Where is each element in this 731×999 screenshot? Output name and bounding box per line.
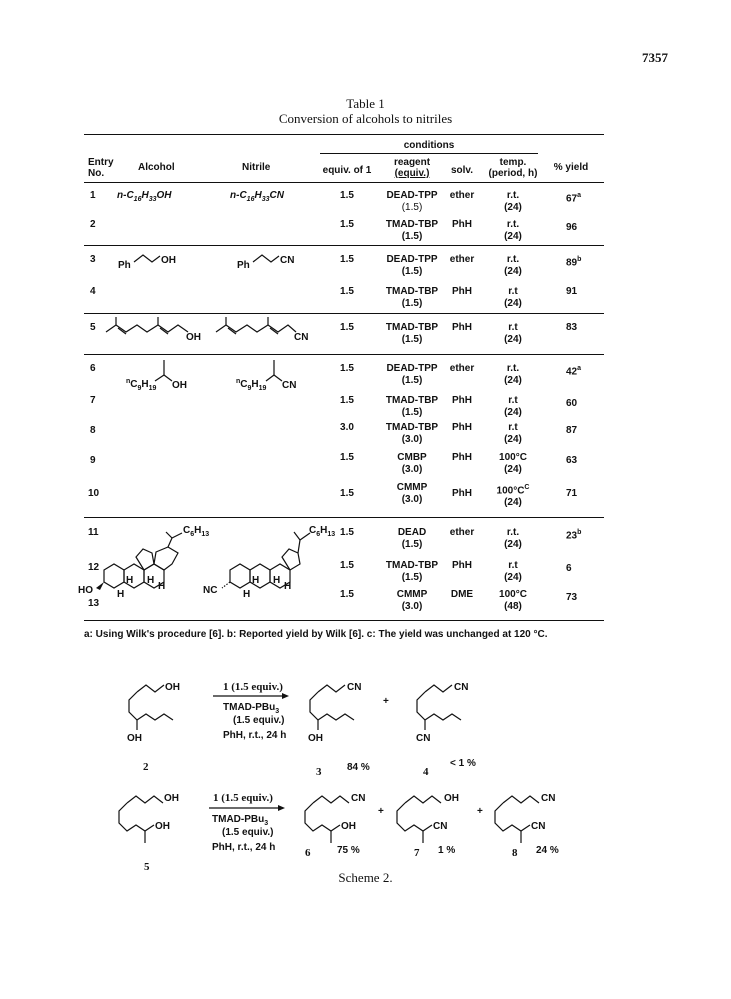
svg-text:(1.5 equiv.): (1.5 equiv.) [222,827,274,838]
svg-text:OH: OH [155,821,170,832]
svg-text:HO: HO [78,585,93,596]
svg-text:1 (1.5 equiv.): 1 (1.5 equiv.) [213,792,273,804]
svg-text:H: H [273,575,281,586]
svg-text:PhH, r.t., 24 h: PhH, r.t., 24 h [223,730,287,741]
svg-text:H: H [284,581,292,592]
svg-text:4: 4 [423,766,429,778]
svg-text:OH: OH [164,793,179,804]
svg-text:NC: NC [203,585,218,596]
svg-text:OH: OH [127,733,142,744]
svg-text:3: 3 [316,766,322,778]
svg-text:CN: CN [541,793,556,804]
svg-text:8: 8 [512,847,518,859]
svg-text:CN: CN [294,332,309,343]
svg-text:CN: CN [282,380,297,391]
svg-text:(1.5 equiv.): (1.5 equiv.) [233,715,285,726]
svg-text:H: H [117,589,125,600]
svg-text:5: 5 [144,861,150,873]
compound-2 [127,682,180,773]
svg-text:OH: OH [341,821,356,832]
svg-text:Ph: Ph [237,260,250,271]
svg-text:75 %: 75 % [337,845,360,856]
svg-text:CN: CN [351,793,366,804]
compound-6 [305,793,365,859]
compound-5 [119,793,179,873]
plus-sign: + [477,806,483,817]
svg-text:TMAD-PBu3: TMAD-PBu$_3$ [212,814,269,827]
svg-text:H: H [147,575,155,586]
header-entry: Entry No. [88,157,114,179]
svg-text:C6H13: $C_6H_{13}$ [309,525,336,538]
svg-text:PhH, r.t., 24 h: PhH, r.t., 24 h [212,842,276,853]
compound-4 [416,682,476,778]
header-temp: temp. (period, h) [488,157,538,179]
svg-text:CN: CN [347,682,362,693]
nitrile-structure-hexadecyl: $n-C_{16}H_{33}CN$ [230,190,284,203]
alcohol-structure-hexadecanol: $n-C_{16}H_{33}OH$ [117,190,172,203]
svg-text:OH: OH [172,380,187,391]
header-reagent: reagent (equiv.) [393,157,431,179]
reaction-arrow-2 [209,805,285,811]
table-caption: Conversion of alcohols to nitriles [278,111,453,126]
svg-text:1 (1.5 equiv.): 1 (1.5 equiv.) [223,681,283,693]
page-number: 7357 [642,50,668,65]
svg-text:OH: OH [308,733,323,744]
svg-text:H: H [126,575,134,586]
svg-text:CN: CN [433,821,448,832]
header-yield: % yield [553,162,589,173]
svg-text:CN: CN [531,821,546,832]
svg-text:OH: OH [444,793,459,804]
svg-text:CN: CN [280,255,295,266]
scheme-caption: Scheme 2. [338,870,393,885]
svg-text:nC9H19: $^nC_9H_{19}$ [126,378,157,392]
svg-text:Ph: Ph [118,260,131,271]
svg-text:24 %: 24 % [536,845,559,856]
svg-text:nC9H19: $^nC_9H_{19}$ [236,378,267,392]
conditions-header: conditions [403,140,455,151]
header-equiv: equiv. of 1 [322,165,372,176]
svg-text:TMAD-PBu3: TMAD-PBu$_3$ [223,702,280,715]
svg-text:OH: OH [186,332,201,343]
plus-sign: + [383,696,389,707]
svg-text:1 %: 1 % [438,845,456,856]
svg-text:H: H [158,581,166,592]
svg-text:84 %: 84 % [347,762,370,773]
svg-text:OH: OH [161,255,176,266]
svg-text:< 1 %: < 1 % [450,758,476,769]
svg-text:H: H [243,589,251,600]
svg-text:2: 2 [143,761,149,773]
svg-text:6: 6 [305,847,311,859]
header-nitrile: Nitrile [242,162,271,173]
svg-text:7: 7 [414,847,420,859]
header-solvent: solv. [450,165,474,176]
svg-text:OH: OH [165,682,180,693]
table-footnote: a: Using Wilk's procedure [6]. b: Reported yield by Wilk [6]. c: The yield was unchanged at 120 °C. [84,629,548,640]
table-label: Table 1 [346,96,385,111]
compound-7 [397,793,459,859]
svg-text:CN: CN [416,733,431,744]
svg-text:C6H13: $C_6H_{13}$ [183,525,210,538]
svg-text:H: H [252,575,260,586]
svg-text:CN: CN [454,682,469,693]
reaction-arrow-1 [213,693,289,699]
compound-8 [495,793,559,859]
header-alcohol: Alcohol [138,162,175,173]
plus-sign: + [378,806,384,817]
compound-3 [308,682,370,778]
